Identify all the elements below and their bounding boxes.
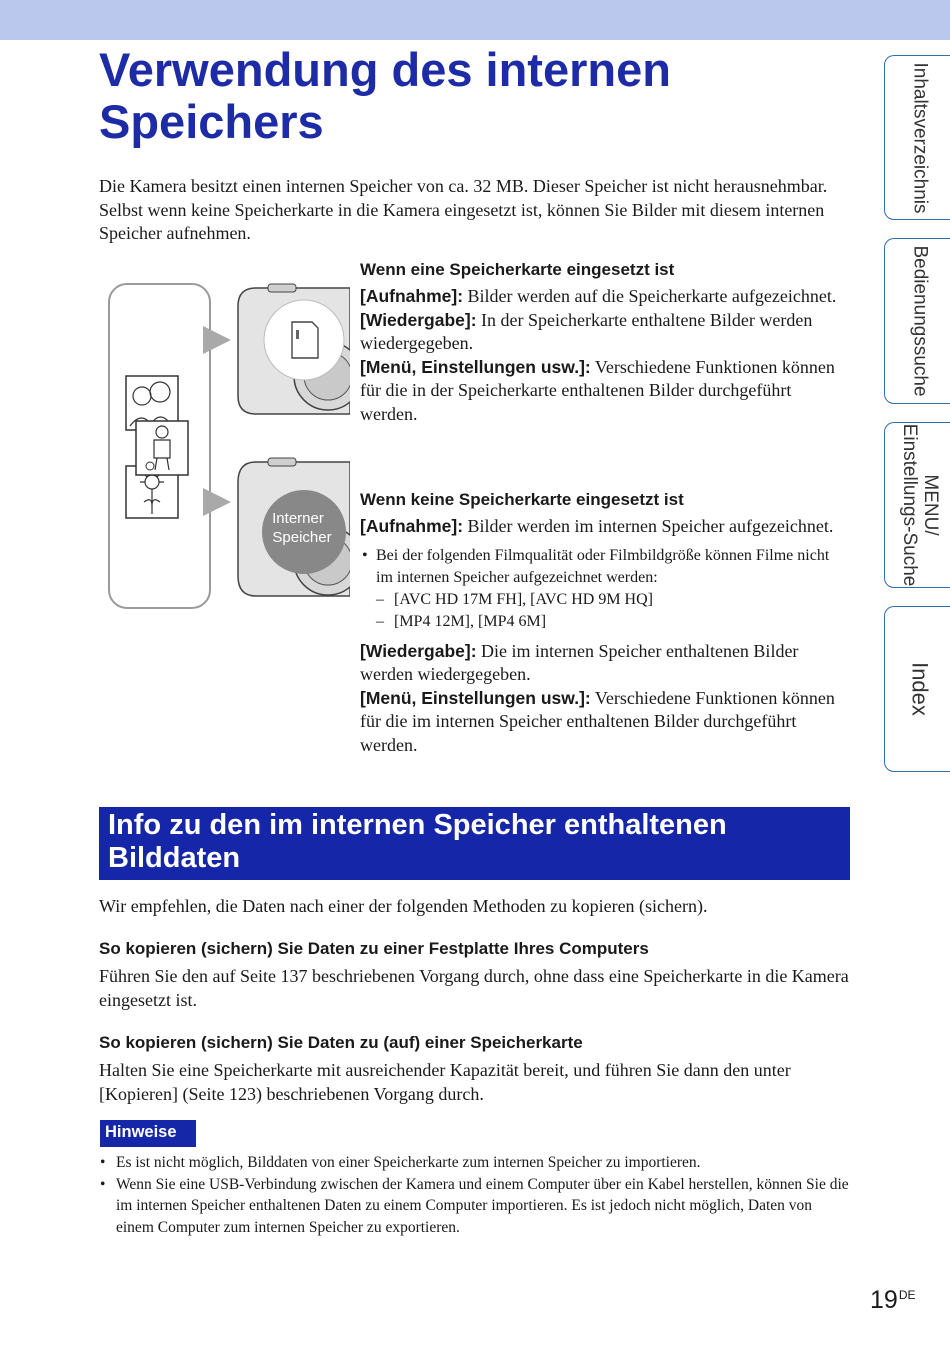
with-card-heading: Wenn eine Speicherkarte eingesetzt ist bbox=[360, 260, 675, 279]
internal-memory-label-line1: Interner bbox=[272, 510, 324, 527]
photo-thumbnail-child bbox=[136, 421, 188, 475]
method2-text: Halten Sie eine Speicherkarte mit ausreichender Kapazität bereit, und führen Sie dann den unter [Kopieren] (Seite 123) beschriebenen Vorgang durch. bbox=[99, 1060, 791, 1104]
movie-format-item: – [MP4 12M], [MP4 6M] bbox=[376, 612, 547, 630]
arrow-right-icon bbox=[203, 488, 231, 516]
notes-label: Hinweise bbox=[100, 1120, 196, 1147]
internal-memory-label-line2: Speicher bbox=[272, 529, 332, 546]
tab-index-label: Index bbox=[907, 662, 933, 716]
without-card-section bbox=[360, 489, 850, 757]
section-banner: Info zu den im internen Speicher enthaltenen Bilddaten bbox=[99, 807, 850, 880]
with-card-record: [Aufnahme]: Bilder werden auf die Speicherkarte aufgezeichnet. bbox=[360, 286, 837, 306]
method1-text: Führen Sie den auf Seite 137 beschriebenen Vorgang durch, ohne dass eine Speicherkarte in die Kamera eingesetzt ist. bbox=[99, 966, 849, 1010]
without-card-menu: [Menü, Einstellungen usw.]: Verschiedene Funktionen können für die im internen Speicher enthaltenen Bilder durchgeführt werden. bbox=[360, 687, 835, 755]
tab-operation-label: Bedienungssuche bbox=[909, 245, 931, 397]
tab-menu-label: MENU/ Einstellungs-Suche bbox=[899, 423, 941, 587]
page-number: 19DE bbox=[870, 1286, 916, 1314]
section-intro: Wir empfehlen, die Daten nach einer der folgenden Methoden zu kopieren (sichern). bbox=[99, 896, 708, 916]
method1-heading: So kopieren (sichern) Sie Daten zu einer Festplatte Ihres Computers bbox=[99, 939, 649, 958]
note-item: • Wenn Sie eine USB-Verbindung zwischen der Kamera und einem Computer über ein Kabel herstellen, können Sie die im internen Speicher enthaltenen Daten zu einem Computer importieren. Es ist jedoch nicht möglich, Daten von einem Computer zum internen Speicher zu exportieren. bbox=[100, 1175, 849, 1236]
tab-index[interactable] bbox=[884, 606, 950, 772]
notes-list bbox=[99, 1152, 851, 1238]
camera-internal-memory bbox=[238, 458, 350, 596]
memory-card-icon bbox=[292, 322, 318, 358]
tab-menu-settings-search[interactable] bbox=[884, 422, 950, 588]
top-header-bar bbox=[0, 0, 950, 40]
with-card-playback: [Wiedergabe]: In der Speicherkarte enthaltene Bilder werden wiedergegeben. bbox=[360, 309, 813, 353]
page-title: Verwendung des internen Speichers bbox=[99, 43, 671, 148]
camera-diagram bbox=[100, 276, 350, 616]
tab-toc-label: Inhaltsverzeichnis bbox=[909, 61, 931, 214]
note-item: • Es ist nicht möglich, Bilddaten von einer Speicherkarte zum internen Speicher zu importieren. bbox=[100, 1154, 701, 1171]
without-card-playback: [Wiedergabe]: Die im internen Speicher enthaltenen Bilder werden wiedergegeben. bbox=[360, 640, 799, 684]
tab-table-of-contents[interactable] bbox=[884, 55, 950, 220]
method2-heading: So kopieren (sichern) Sie Daten zu (auf) einer Speicherkarte bbox=[99, 1033, 583, 1052]
memory-illustration bbox=[100, 276, 350, 616]
without-card-heading: Wenn keine Speicherkarte eingesetzt ist bbox=[360, 490, 684, 509]
with-card-menu: [Menü, Einstellungen usw.]: Verschiedene Funktionen können für die in der Speicherkarte enthaltenen Bilder durchgeführt werden. bbox=[360, 356, 835, 424]
without-card-record: [Aufnahme]: Bilder werden im internen Speicher aufgezeichnet. bbox=[360, 516, 834, 536]
with-card-section bbox=[360, 259, 850, 426]
camera-with-card bbox=[238, 284, 350, 414]
tab-operation-search[interactable] bbox=[884, 238, 950, 404]
movie-format-item: – [AVC HD 17M FH], [AVC HD 9M HQ] bbox=[376, 590, 653, 608]
intro-paragraph: Die Kamera besitzt einen internen Speicher von ca. 32 MB. Dieser Speicher ist nicht herausnehmbar. Selbst wenn keine Speicherkarte in die Kamera eingesetzt ist, können Sie Bilder mit diesem internen Speicher aufnehmen. bbox=[99, 176, 828, 243]
movie-restriction-bullet: • Bei der folgenden Filmqualität oder Filmbildgröße können Filme nicht im internen Speicher aufgezeichnet werden: bbox=[362, 546, 830, 586]
arrow-right-icon bbox=[203, 326, 231, 354]
